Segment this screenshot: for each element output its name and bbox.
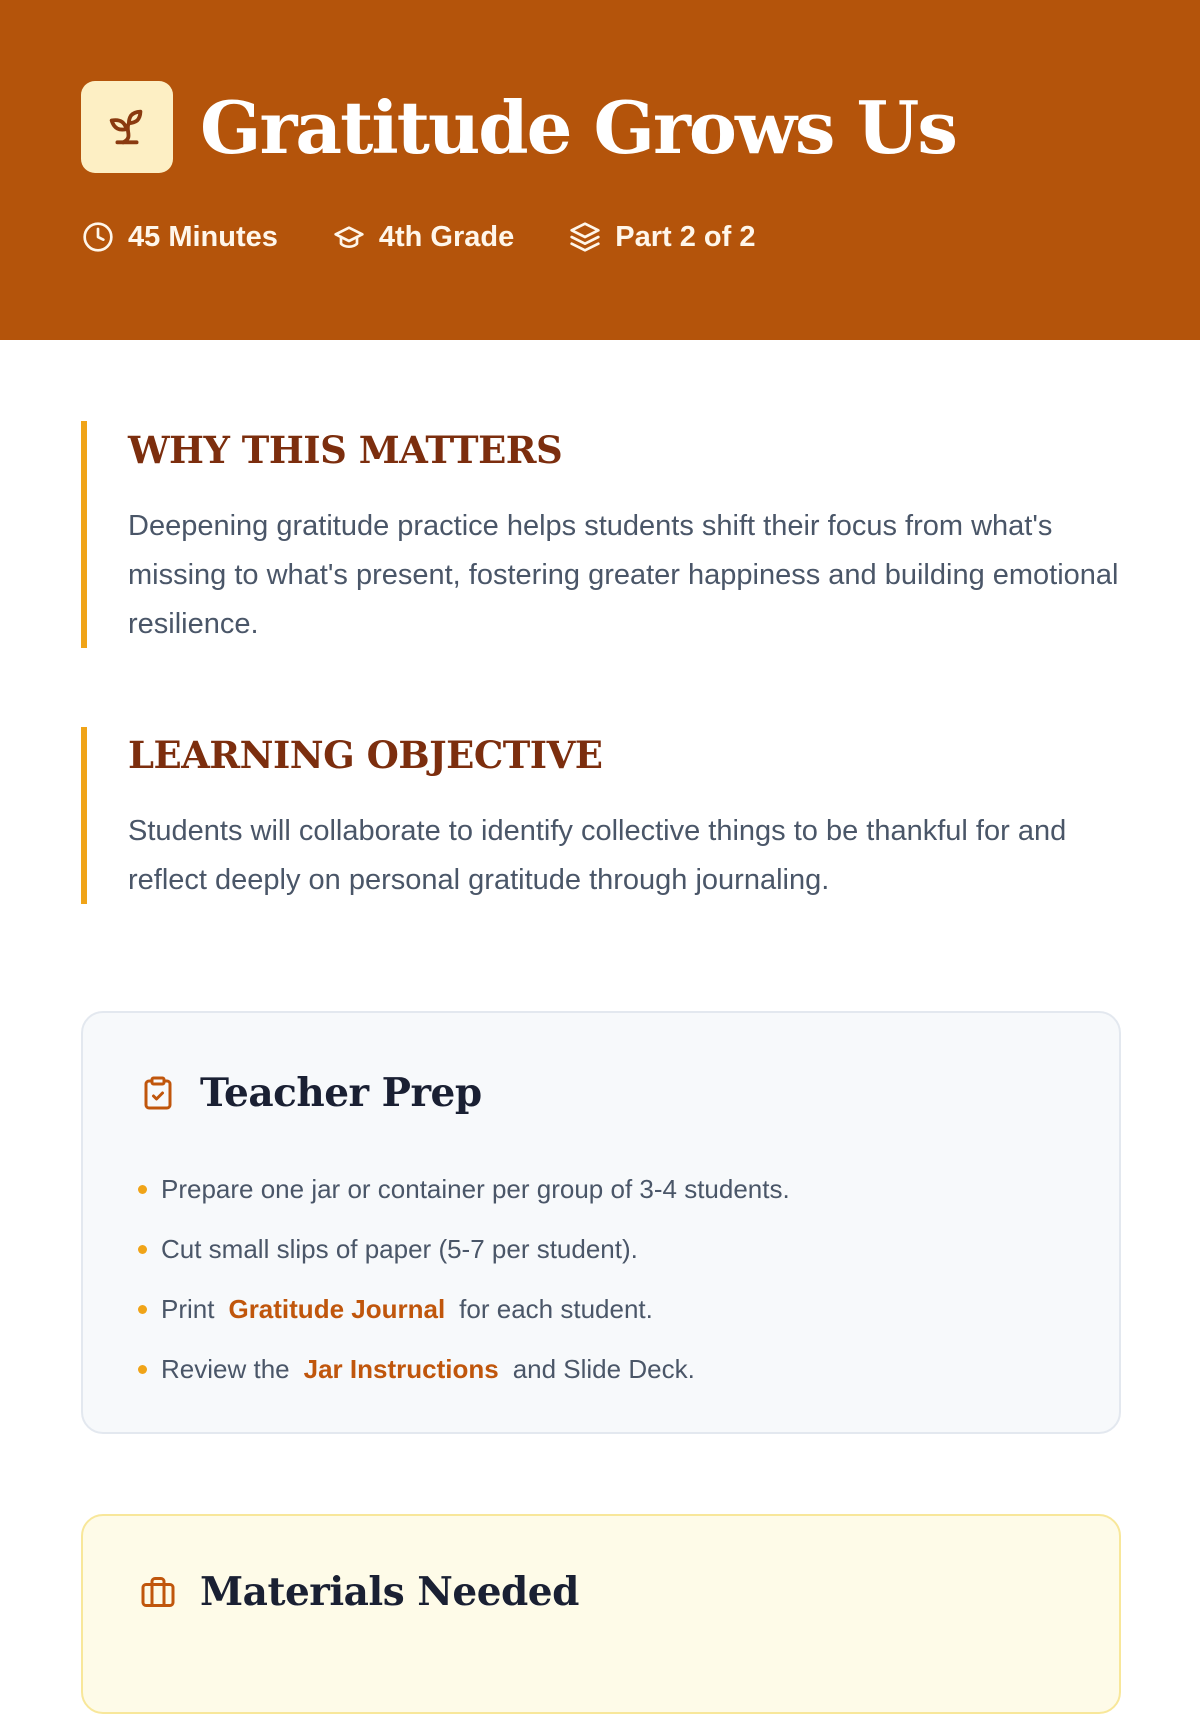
list-item-text: Cut small slips of paper (5-7 per student). xyxy=(161,1233,638,1264)
why-this-matters-text: Deepening gratitude practice helps students shift their focus from what's missing to what's present, fostering greater happiness and building emotional resilience. xyxy=(128,510,1119,640)
meta-duration xyxy=(81,220,278,254)
list-item xyxy=(136,1219,790,1279)
teacher-prep-card xyxy=(81,1011,1121,1434)
materials-needed-heading: Materials Needed xyxy=(200,1569,579,1615)
materials-needed-header xyxy=(138,1564,579,1620)
meta-part xyxy=(568,220,755,254)
teacher-prep-heading: Teacher Prep xyxy=(200,1070,482,1116)
materials-needed-card xyxy=(81,1514,1121,1714)
graduation-cap-icon xyxy=(332,220,366,254)
logo-badge xyxy=(81,81,173,173)
sprout-icon xyxy=(104,104,150,150)
meta-duration-label: 45 Minutes xyxy=(128,220,278,253)
list-item-text-before: Review the xyxy=(161,1353,290,1384)
bullet-dot xyxy=(138,1185,147,1194)
list-item xyxy=(136,1159,790,1219)
bullet-dot xyxy=(138,1245,147,1254)
bullet-dot xyxy=(138,1365,147,1374)
meta-part-label: Part 2 of 2 xyxy=(615,220,756,253)
lesson-title: Gratitude Grows Us xyxy=(200,85,956,170)
why-this-matters-section xyxy=(81,421,1121,648)
jar-instructions-link[interactable]: Jar Instructions xyxy=(303,1353,499,1384)
lesson-meta xyxy=(81,214,809,260)
learning-objective-text: Students will collaborate to identify collective things to be thankful for and reflect deeply on personal gratitude through journaling. xyxy=(128,815,1067,896)
list-item-text-after: and Slide Deck. xyxy=(512,1353,695,1384)
learning-objective-section xyxy=(81,727,1121,904)
list-item-text: Prepare one jar or container per group of 3-4 students. xyxy=(161,1173,790,1204)
gratitude-journal-link[interactable]: Gratitude Journal xyxy=(228,1293,446,1324)
learning-objective-heading: LEARNING OBJECTIVE xyxy=(128,733,603,777)
why-this-matters-heading: WHY THIS MATTERS xyxy=(128,428,563,472)
list-item xyxy=(136,1339,790,1399)
layers-icon xyxy=(568,220,602,254)
list-item-text-after: for each student. xyxy=(459,1293,653,1324)
briefcase-icon xyxy=(138,1572,178,1612)
meta-grade-label: 4th Grade xyxy=(378,220,515,253)
clock-icon xyxy=(81,220,115,254)
bullet-dot xyxy=(138,1305,147,1314)
list-item-text-before: Print xyxy=(161,1293,215,1324)
teacher-prep-list xyxy=(136,1159,790,1399)
meta-grade xyxy=(332,220,514,254)
clipboard-check-icon xyxy=(138,1073,178,1113)
list-item xyxy=(136,1279,790,1339)
lesson-header xyxy=(0,0,1200,340)
teacher-prep-header xyxy=(138,1065,482,1121)
